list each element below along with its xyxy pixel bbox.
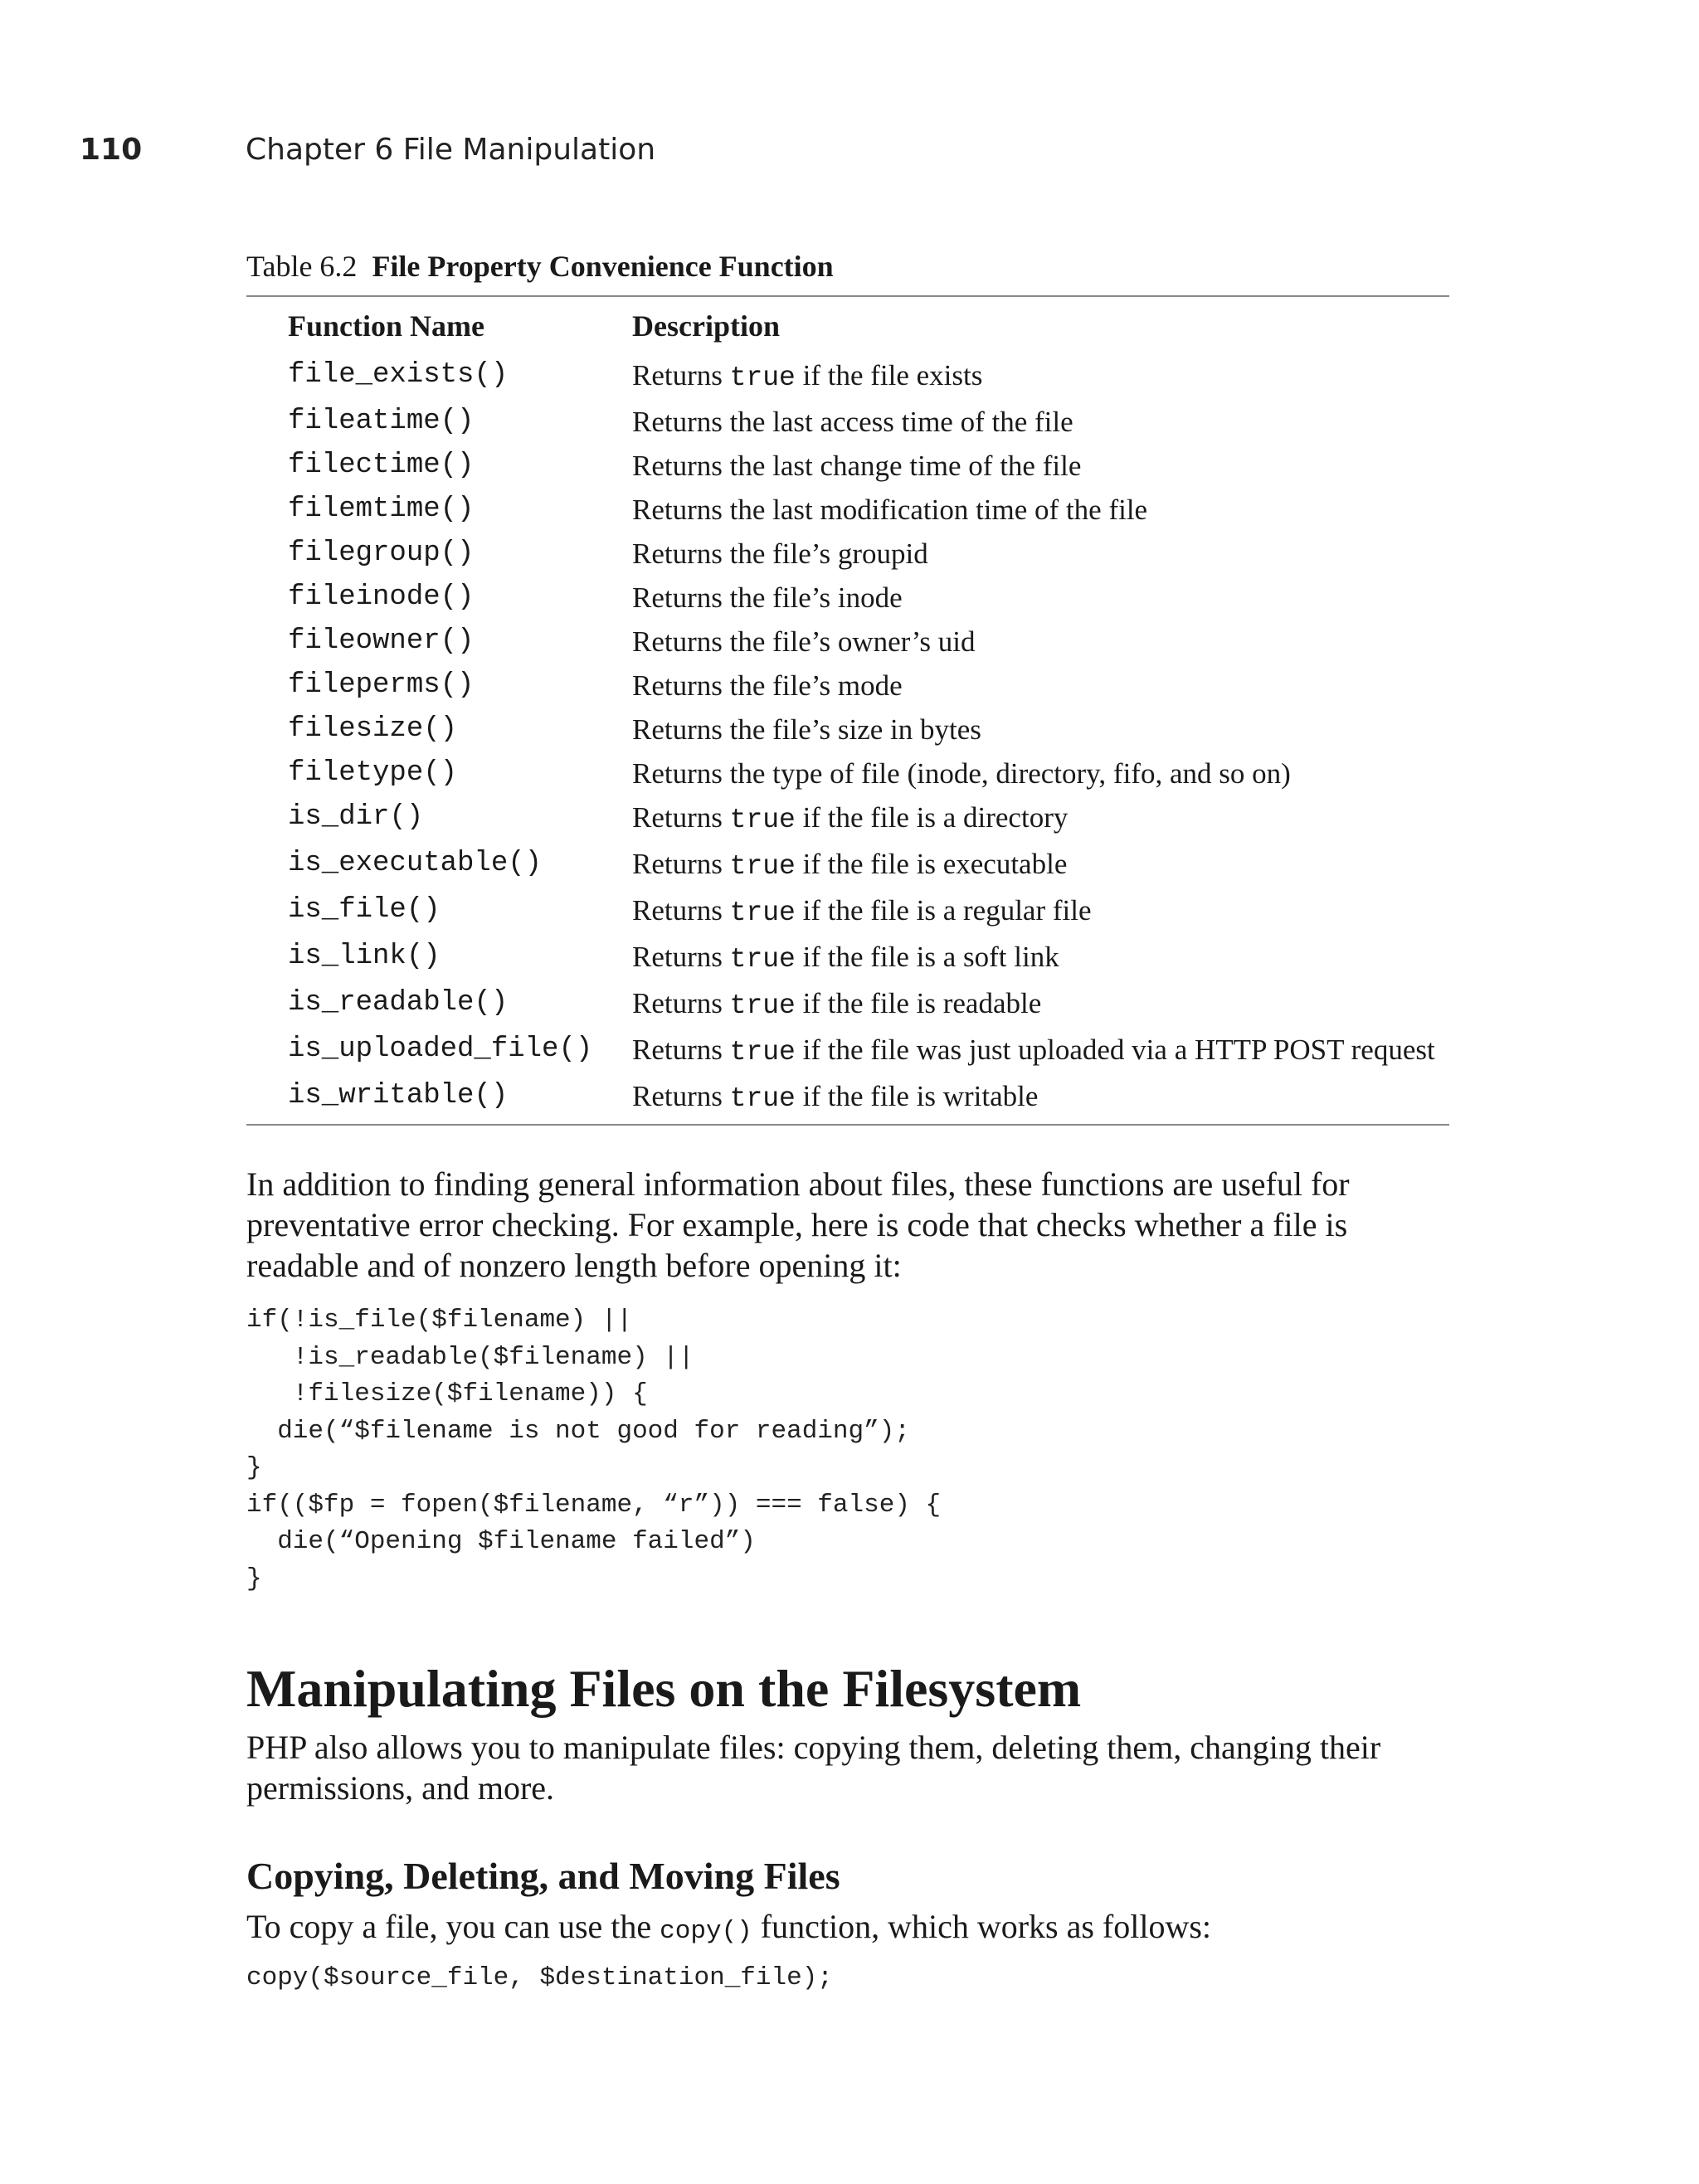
table-row: [246, 532, 1449, 576]
description-pre: Returns the file’s inode: [632, 581, 903, 614]
table-row: [246, 1028, 1449, 1074]
function-name-cell: fileperms(): [288, 669, 475, 701]
description-pre: Returns the file’s mode: [632, 669, 903, 702]
description-text: [632, 488, 1449, 532]
description-pre: Returns: [632, 801, 730, 834]
description-pre: Returns: [632, 359, 730, 392]
function-name-cell: is_readable(): [288, 987, 509, 1019]
description-code: true: [729, 1037, 796, 1068]
table-row: [246, 400, 1449, 444]
description-cell: [632, 444, 1449, 488]
table-row: [246, 935, 1449, 981]
table-row: [246, 353, 1449, 400]
copy-function-code: copy(): [660, 1917, 752, 1946]
description-text: [632, 400, 1449, 444]
table-caption: [246, 244, 1449, 295]
description-text: [632, 752, 1449, 795]
section-heading: Manipulating Files on the Filesystem: [246, 1659, 1082, 1718]
description-code: true: [729, 851, 796, 882]
description-pre: Returns: [632, 1034, 730, 1066]
table-row: [246, 842, 1449, 888]
function-name-cell: file_exists(): [288, 359, 509, 391]
description-post: if the file is executable: [795, 848, 1068, 880]
description-pre: Returns: [632, 894, 730, 927]
description-post: if the file is readable: [795, 987, 1042, 1019]
description-code: true: [729, 805, 796, 835]
column-header-description: Description: [632, 309, 780, 343]
function-name-cell: filetype(): [288, 757, 458, 789]
function-name-cell: is_executable(): [288, 848, 543, 879]
description-text: [632, 664, 1449, 708]
description-pre: Returns the last modification time of the file: [632, 494, 1148, 526]
description-text: [632, 444, 1449, 488]
paragraph-error-checking: In addition to finding general information about files, these functions are useful for preventative error checking. For example, here is code that checks whether a file is readable and of nonzero length before opening it:: [246, 1165, 1350, 1284]
chapter-title: Chapter 6 File Manipulation: [246, 133, 656, 167]
table-header-row: [246, 296, 1449, 353]
function-name-cell: filesize(): [288, 713, 458, 745]
table-row: [246, 981, 1449, 1028]
function-name-cell: is_uploaded_file(): [288, 1034, 593, 1065]
description-text: [632, 935, 1449, 981]
description-cell: [632, 888, 1449, 935]
description-cell: [632, 935, 1449, 981]
description-pre: Returns: [632, 1080, 730, 1112]
description-cell: [632, 981, 1449, 1028]
function-name-cell: is_writable(): [288, 1080, 509, 1111]
description-post: if the file is a soft link: [795, 941, 1059, 973]
page-number: 110: [80, 133, 143, 167]
code-block-copy: copy($source_file, $destination_file);: [246, 1963, 833, 1992]
description-text: [632, 795, 1449, 842]
copy-intro-post: function, which works as follows:: [752, 1908, 1212, 1945]
description-text: [632, 1028, 1449, 1074]
description-post: if the file was just uploaded via a HTTP POST request: [795, 1034, 1435, 1066]
description-post: if the file is writable: [795, 1080, 1039, 1112]
table-body: [246, 353, 1449, 1125]
description-cell: [632, 1028, 1449, 1074]
function-name-cell: filegroup(): [288, 537, 475, 569]
description-pre: Returns the last access time of the file: [632, 406, 1073, 438]
subsection-heading: Copying, Deleting, and Moving Files: [246, 1855, 840, 1897]
function-name-cell: filectime(): [288, 450, 475, 481]
description-pre: Returns: [632, 848, 730, 880]
table-row: [246, 488, 1449, 532]
copy-intro-pre: To copy a file, you can use the: [246, 1908, 660, 1945]
description-code: true: [729, 897, 796, 928]
description-text: [632, 532, 1449, 576]
description-code: true: [729, 1083, 796, 1114]
description-text: [632, 842, 1449, 888]
description-post: if the file is a regular file: [795, 894, 1092, 927]
description-pre: Returns: [632, 941, 730, 973]
description-text: [632, 353, 1449, 400]
description-cell: [632, 752, 1449, 795]
table-row: [246, 708, 1449, 752]
description-cell: [632, 842, 1449, 888]
description-pre: Returns the file’s groupid: [632, 537, 928, 570]
description-text: [632, 708, 1449, 752]
table-row: [246, 576, 1449, 620]
description-cell: [632, 664, 1449, 708]
table-caption-title: File Property Convenience Function: [372, 250, 834, 283]
description-text: [632, 576, 1449, 620]
description-cell: [632, 353, 1449, 400]
description-cell: [632, 532, 1449, 576]
function-name-cell: is_link(): [288, 941, 441, 972]
description-cell: [632, 708, 1449, 752]
description-pre: Returns the file’s size in bytes: [632, 713, 981, 746]
function-name-cell: fileinode(): [288, 581, 475, 613]
function-name-cell: fileowner(): [288, 625, 475, 657]
description-code: true: [729, 362, 796, 393]
description-text: [632, 620, 1449, 664]
copy-intro-paragraph: [246, 1906, 1449, 1952]
table-row: [246, 795, 1449, 842]
description-text: [632, 888, 1449, 935]
description-post: if the file exists: [795, 359, 983, 392]
description-code: true: [729, 990, 796, 1021]
description-text: [632, 981, 1449, 1028]
description-code: true: [729, 944, 796, 975]
description-pre: Returns the type of file (inode, directory, fifo, and so on): [632, 757, 1291, 790]
table-caption-label: Table 6.2: [246, 250, 358, 283]
function-name-cell: fileatime(): [288, 406, 475, 437]
description-cell: [632, 488, 1449, 532]
function-name-cell: is_dir(): [288, 801, 424, 833]
description-cell: [632, 576, 1449, 620]
description-pre: Returns the last change time of the file: [632, 450, 1082, 482]
file-property-table: [246, 295, 1449, 1126]
table-row: [246, 620, 1449, 664]
description-text: [632, 1074, 1449, 1121]
description-pre: Returns the file’s owner’s uid: [632, 625, 976, 658]
description-cell: [632, 400, 1449, 444]
function-name-cell: filemtime(): [288, 494, 475, 525]
description-cell: [632, 1074, 1449, 1125]
table-row: [246, 752, 1449, 795]
section-intro-paragraph: PHP also allows you to manipulate files: copying them, deleting them, changing their permissions, and more.: [246, 1729, 1381, 1807]
description-cell: [632, 795, 1449, 842]
table-row: [246, 888, 1449, 935]
description-post: if the file is a directory: [795, 801, 1069, 834]
table-row: [246, 1074, 1449, 1125]
table-row: [246, 664, 1449, 708]
description-pre: Returns: [632, 987, 730, 1019]
function-name-cell: is_file(): [288, 894, 441, 926]
page-body: [246, 244, 1449, 1997]
table-row: [246, 444, 1449, 488]
column-header-function-name: Function Name: [288, 309, 484, 343]
description-cell: [632, 620, 1449, 664]
code-block-readable-check: if(!is_file($filename) || !is_readable($filename) || !filesize($filename)) { die(“$filename is not good for reading”); } if(($fp = fopen($filename, “r”)) === false) { die(“Opening $filename failed”) }: [246, 1306, 942, 1593]
